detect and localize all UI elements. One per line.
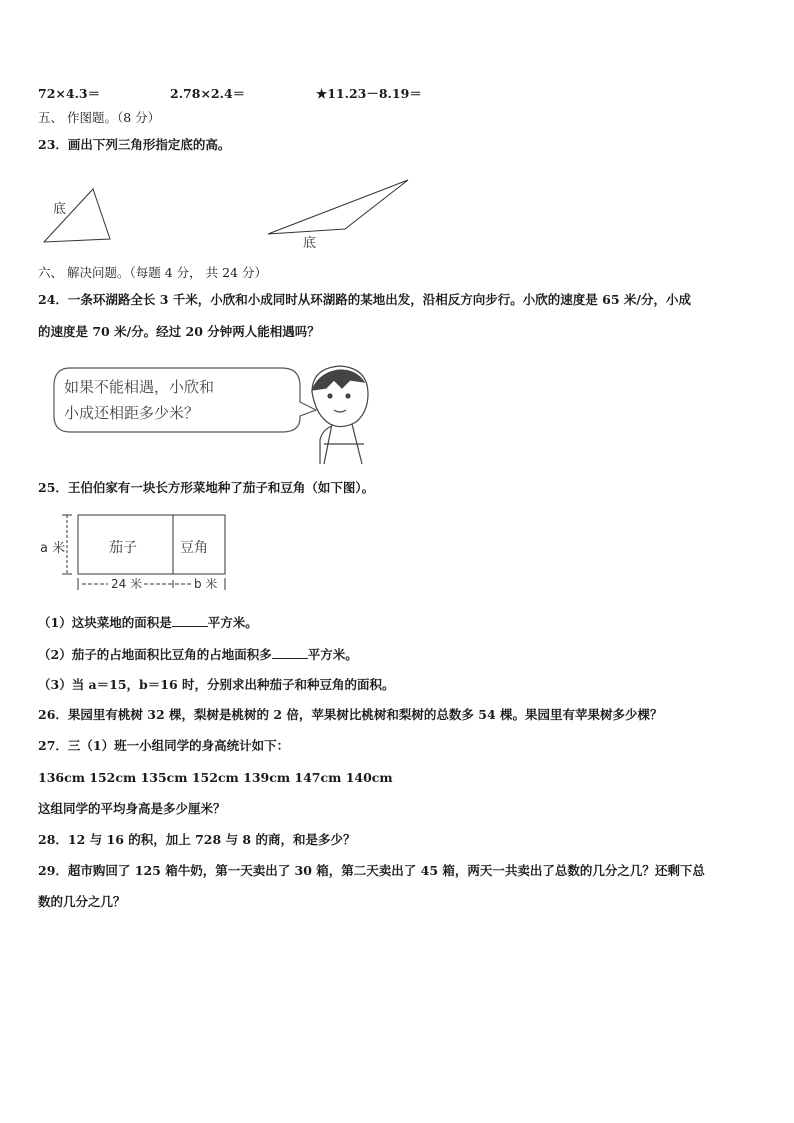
q29-line2: 数的几分之几？ [38,894,126,909]
q25-text: 25．王伯伯家有一块长方形菜地种了茄子和豆角（如下图）。 [38,480,375,495]
calc-1: 72×4.3＝ [38,86,101,101]
triangle-2-base-label: 底 [303,236,317,251]
q25-sub2 [38,646,358,663]
q26-text: 26．果园里有桃树 32 棵，梨树是桃树的 2 倍，苹果树比桃树和梨树的总数多 54 棵。果园里有苹果树多少棵？ [38,707,663,722]
calc-3: ★11.23－8.19＝ [316,86,422,101]
q24-line2: 的速度是 70 米/分。经过 20 分钟两人能相遇吗？ [38,324,320,339]
height-label: a 米 [40,541,66,556]
section5-title: 五、 作图题。（8 分） [38,110,161,125]
triangle-1-base-label: 底 [53,202,67,217]
triangles-figure [0,170,794,260]
speech-bubble-figure [50,360,380,470]
answer-blank-2[interactable] [272,646,308,659]
q23-text: 23．画出下列三角形指定底的高。 [38,137,231,152]
q28-text: 28．12 与 16 的积，加上 728 与 8 的商，和是多少？ [38,832,356,847]
beans-label: 豆角 [180,540,208,556]
answer-blank-1[interactable] [172,614,208,627]
q25-sub2-pre: （2）茄子的占地面积比豆角的占地面积多 [38,647,272,662]
triangle-2 [268,180,408,234]
q25-sub1-pre: （1）这块菜地的面积是 [38,615,172,630]
q27-question: 这组同学的平均身高是多少厘米？ [38,801,226,816]
q29-line1: 29．超市购回了 125 箱牛奶，第一天卖出了 30 箱，第二天卖出了 45 箱，两天一共卖出了总数的几分之几？还剩下总 [38,863,705,878]
section6-title: 六、 解决问题。（每题 4 分， 共 24 分） [38,265,267,280]
q27-data: 136cm 152cm 135cm 152cm 139cm 147cm 140cm [38,770,393,785]
q25-sub1-post: 平方米。 [207,615,258,630]
calc-2: 2.78×2.4＝ [170,86,246,101]
width-left-label: 24 米 [111,577,143,591]
q27-text: 27．三（1）班一小组同学的身高统计如下： [38,738,290,753]
bubble-text-2: 小成还相距多少米？ [64,404,200,422]
bubble-text-1: 如果不能相遇，小欣和 [64,378,215,396]
q25-sub2-post: 平方米。 [307,647,358,662]
q24-line1: 24．一条环湖路全长 3 千米，小欣和小成同时从环湖路的某地出发，沿相反方向步行。小欣的速度是 65 米/分，小成 [38,292,691,307]
q25-sub3: （3）当 a＝15，b＝16 时，分别求出种茄子和种豆角的面积。 [38,677,395,692]
eggplant-label: 茄子 [109,540,137,556]
garden-figure [38,507,258,592]
q25-sub1 [38,614,258,631]
boy-illustration [312,366,368,464]
width-right-label: b 米 [194,577,218,591]
